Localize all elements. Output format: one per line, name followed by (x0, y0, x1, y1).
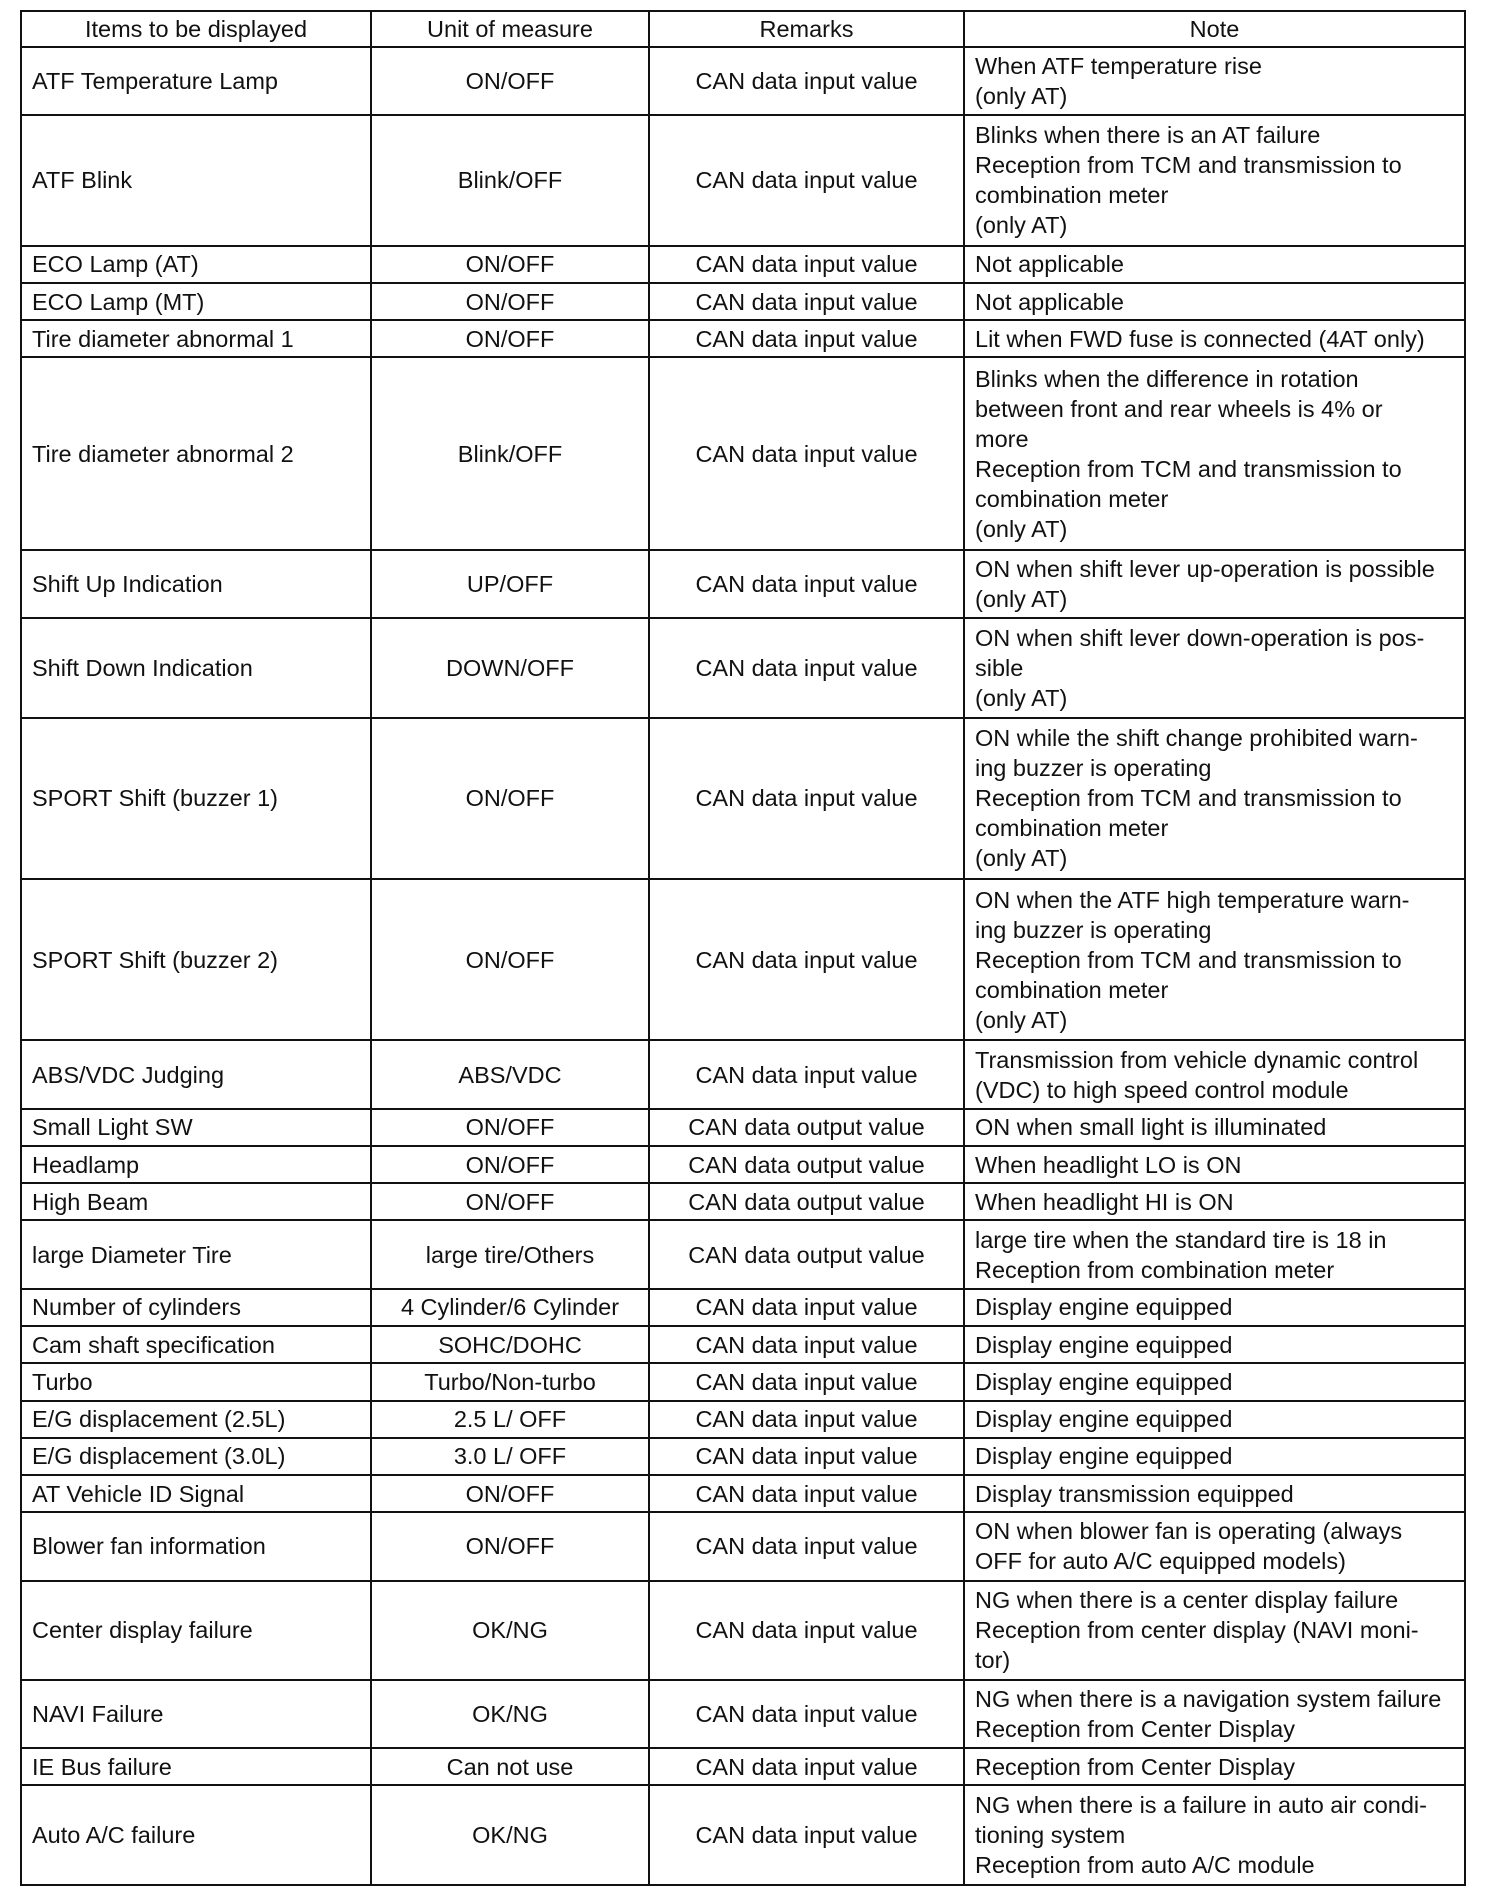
item-cell: Cam shaft specification (21, 1326, 371, 1363)
note-cell: Display engine equipped (964, 1326, 1465, 1363)
note-cell: Lit when FWD fuse is connected (4AT only) (964, 320, 1465, 357)
table-row (21, 1438, 1465, 1475)
unit-cell: ON/OFF (371, 1146, 649, 1183)
remarks-cell: CAN data input value (649, 1748, 964, 1785)
remarks-cell: CAN data input value (649, 1438, 964, 1475)
note-cell: Blinks when there is an AT failure Reception from TCM and transmission to combination meter (only AT) (964, 115, 1465, 245)
note-cell: Reception from Center Display (964, 1748, 1465, 1785)
unit-cell: ON/OFF (371, 1475, 649, 1512)
table-row (21, 115, 1465, 245)
remarks-cell: CAN data output value (649, 1146, 964, 1183)
table-row (21, 879, 1465, 1040)
note-cell: When headlight HI is ON (964, 1183, 1465, 1220)
table-row (21, 550, 1465, 618)
note-cell: NG when there is a navigation system failure Reception from Center Display (964, 1680, 1465, 1748)
table-row (21, 1220, 1465, 1288)
unit-cell: ON/OFF (371, 718, 649, 879)
item-cell: ECO Lamp (AT) (21, 246, 371, 283)
header-note: Note (964, 11, 1465, 47)
table-row (21, 246, 1465, 283)
unit-cell: ON/OFF (371, 283, 649, 320)
note-cell: Display engine equipped (964, 1438, 1465, 1475)
table-header-row (21, 11, 1465, 47)
unit-cell: OK/NG (371, 1581, 649, 1680)
item-cell: Headlamp (21, 1146, 371, 1183)
unit-cell: ON/OFF (371, 320, 649, 357)
unit-cell: 4 Cylinder/6 Cylinder (371, 1289, 649, 1326)
unit-cell: Blink/OFF (371, 357, 649, 549)
note-cell: Display engine equipped (964, 1289, 1465, 1326)
item-cell: Auto A/C failure (21, 1785, 371, 1885)
remarks-cell: CAN data input value (649, 718, 964, 879)
table-row (21, 357, 1465, 549)
remarks-cell: CAN data output value (649, 1220, 964, 1288)
remarks-cell: CAN data input value (649, 1680, 964, 1748)
item-cell: Turbo (21, 1363, 371, 1400)
item-cell: AT Vehicle ID Signal (21, 1475, 371, 1512)
remarks-cell: CAN data input value (649, 1040, 964, 1108)
note-cell: NG when there is a failure in auto air condi- tioning system Reception from auto A/C module (964, 1785, 1465, 1885)
unit-cell: 2.5 L/ OFF (371, 1401, 649, 1438)
item-cell: Number of cylinders (21, 1289, 371, 1326)
unit-cell: ON/OFF (371, 246, 649, 283)
item-cell: Shift Up Indication (21, 550, 371, 618)
note-cell: Not applicable (964, 246, 1465, 283)
note-cell: Not applicable (964, 283, 1465, 320)
table-row (21, 1146, 1465, 1183)
table-row (21, 47, 1465, 115)
table-row (21, 1363, 1465, 1400)
remarks-cell: CAN data input value (649, 1475, 964, 1512)
table-row (21, 1040, 1465, 1108)
item-cell: Center display failure (21, 1581, 371, 1680)
remarks-cell: CAN data input value (649, 1401, 964, 1438)
remarks-cell: CAN data input value (649, 879, 964, 1040)
remarks-cell: CAN data input value (649, 115, 964, 245)
unit-cell: large tire/Others (371, 1220, 649, 1288)
unit-cell: SOHC/DOHC (371, 1326, 649, 1363)
item-cell: E/G displacement (3.0L) (21, 1438, 371, 1475)
note-cell: NG when there is a center display failure Reception from center display (NAVI moni- tor) (964, 1581, 1465, 1680)
unit-cell: OK/NG (371, 1785, 649, 1885)
unit-cell: UP/OFF (371, 550, 649, 618)
remarks-cell: CAN data input value (649, 283, 964, 320)
note-cell: ON while the shift change prohibited warn- ing buzzer is operating Reception from TCM and transmission to combination meter (only AT) (964, 718, 1465, 879)
table-row (21, 320, 1465, 357)
remarks-cell: CAN data input value (649, 246, 964, 283)
unit-cell: Blink/OFF (371, 115, 649, 245)
note-cell: ON when shift lever up-operation is possible (only AT) (964, 550, 1465, 618)
table-row (21, 1289, 1465, 1326)
remarks-cell: CAN data output value (649, 1109, 964, 1146)
table-row (21, 1475, 1465, 1512)
table-row (21, 1109, 1465, 1146)
item-cell: Tire diameter abnormal 2 (21, 357, 371, 549)
table-row (21, 1748, 1465, 1785)
note-cell: Display engine equipped (964, 1401, 1465, 1438)
note-cell: When ATF temperature rise (only AT) (964, 47, 1465, 115)
remarks-cell: CAN data input value (649, 1326, 964, 1363)
item-cell: Tire diameter abnormal 1 (21, 320, 371, 357)
document-page (20, 10, 1466, 1886)
note-cell: Blinks when the difference in rotation between front and rear wheels is 4% or more Reception from TCM and transmission to combination meter (only AT) (964, 357, 1465, 549)
unit-cell: ON/OFF (371, 879, 649, 1040)
remarks-cell: CAN data input value (649, 1785, 964, 1885)
item-cell: large Diameter Tire (21, 1220, 371, 1288)
remarks-cell: CAN data output value (649, 1183, 964, 1220)
table-row (21, 1512, 1465, 1580)
item-cell: Shift Down Indication (21, 618, 371, 717)
note-cell: ON when the ATF high temperature warn- ing buzzer is operating Reception from TCM and transmission to combination meter (only AT) (964, 879, 1465, 1040)
note-cell: ON when shift lever down-operation is pos- sible (only AT) (964, 618, 1465, 717)
table-row (21, 718, 1465, 879)
header-remarks: Remarks (649, 11, 964, 47)
remarks-cell: CAN data input value (649, 618, 964, 717)
item-cell: ATF Temperature Lamp (21, 47, 371, 115)
note-cell: ON when blower fan is operating (always OFF for auto A/C equipped models) (964, 1512, 1465, 1580)
remarks-cell: CAN data input value (649, 320, 964, 357)
item-cell: E/G displacement (2.5L) (21, 1401, 371, 1438)
note-cell: When headlight LO is ON (964, 1146, 1465, 1183)
note-cell: Transmission from vehicle dynamic control (VDC) to high speed control module (964, 1040, 1465, 1108)
table-row (21, 1785, 1465, 1885)
table-row (21, 1326, 1465, 1363)
unit-cell: ON/OFF (371, 47, 649, 115)
unit-cell: 3.0 L/ OFF (371, 1438, 649, 1475)
unit-cell: Turbo/Non-turbo (371, 1363, 649, 1400)
note-cell: ON when small light is illuminated (964, 1109, 1465, 1146)
remarks-cell: CAN data input value (649, 1512, 964, 1580)
item-cell: Small Light SW (21, 1109, 371, 1146)
item-cell: NAVI Failure (21, 1680, 371, 1748)
remarks-cell: CAN data input value (649, 357, 964, 549)
table-row (21, 1581, 1465, 1680)
remarks-cell: CAN data input value (649, 47, 964, 115)
table-row (21, 283, 1465, 320)
note-cell: large tire when the standard tire is 18 in Reception from combination meter (964, 1220, 1465, 1288)
unit-cell: DOWN/OFF (371, 618, 649, 717)
item-cell: Blower fan information (21, 1512, 371, 1580)
table-row (21, 1680, 1465, 1748)
table-row (21, 1401, 1465, 1438)
unit-cell: ON/OFF (371, 1183, 649, 1220)
item-cell: ECO Lamp (MT) (21, 283, 371, 320)
unit-cell: Can not use (371, 1748, 649, 1785)
note-cell: Display engine equipped (964, 1363, 1465, 1400)
item-cell: SPORT Shift (buzzer 1) (21, 718, 371, 879)
item-cell: SPORT Shift (buzzer 2) (21, 879, 371, 1040)
unit-cell: ON/OFF (371, 1512, 649, 1580)
table-row (21, 618, 1465, 717)
item-cell: ABS/VDC Judging (21, 1040, 371, 1108)
unit-cell: OK/NG (371, 1680, 649, 1748)
item-cell: High Beam (21, 1183, 371, 1220)
remarks-cell: CAN data input value (649, 1363, 964, 1400)
remarks-cell: CAN data input value (649, 1581, 964, 1680)
unit-cell: ABS/VDC (371, 1040, 649, 1108)
remarks-cell: CAN data input value (649, 1289, 964, 1326)
note-cell: Display transmission equipped (964, 1475, 1465, 1512)
header-items: Items to be displayed (21, 11, 371, 47)
table-row (21, 1183, 1465, 1220)
display-items-table (20, 10, 1466, 1886)
remarks-cell: CAN data input value (649, 550, 964, 618)
unit-cell: ON/OFF (371, 1109, 649, 1146)
header-unit: Unit of measure (371, 11, 649, 47)
item-cell: ATF Blink (21, 115, 371, 245)
item-cell: IE Bus failure (21, 1748, 371, 1785)
